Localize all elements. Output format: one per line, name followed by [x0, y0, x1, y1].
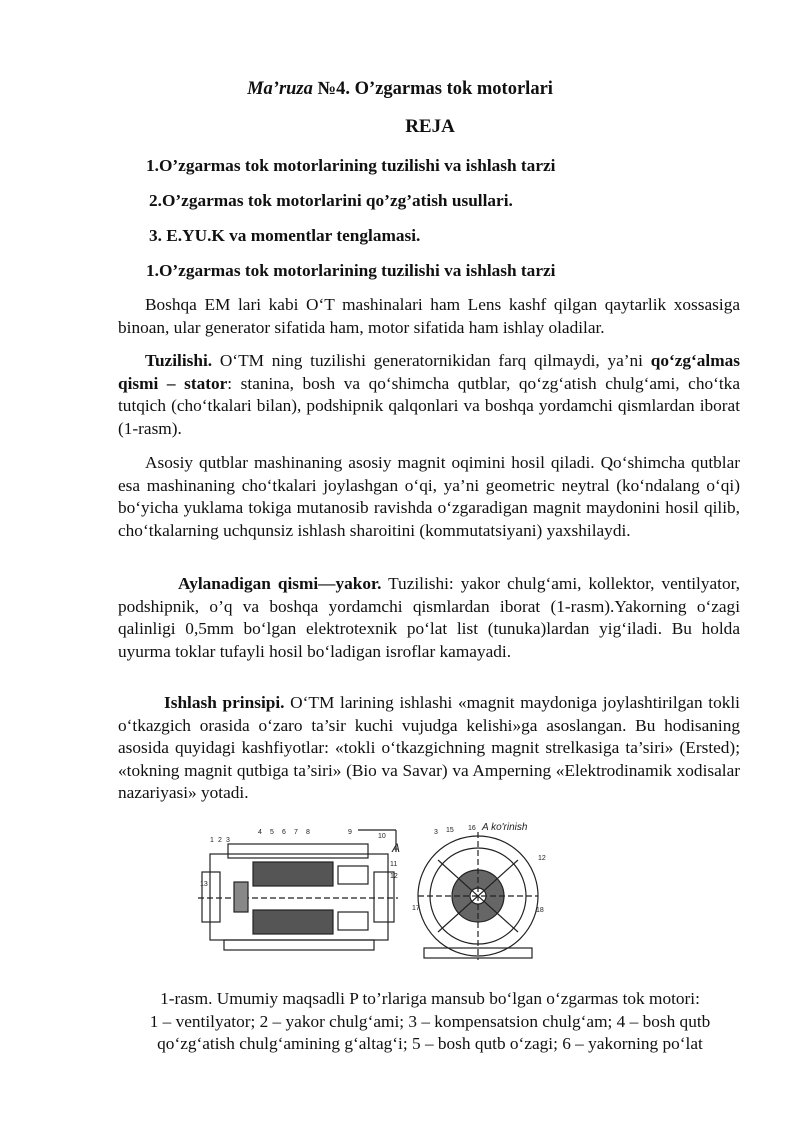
svg-text:4: 4 [258, 829, 262, 836]
principle-lead: Ishlash prinsipi. [164, 693, 285, 712]
paragraph-rotor [118, 573, 740, 663]
paragraph-structure [118, 350, 740, 440]
section-heading: 1.O’zgarmas tok motorlarining tuzilishi va ishlash tarzi [146, 261, 556, 280]
svg-text:9: 9 [348, 829, 352, 836]
lecture-topic: O’zgarmas tok motorlari [354, 79, 553, 99]
motor-end-view [418, 832, 538, 960]
plan-item-2: 2.O’zgarmas tok motorlarini qo’zg’atish usullari. [149, 191, 513, 210]
svg-text:6: 6 [282, 829, 286, 836]
lecture-number: №4. [317, 79, 350, 99]
caption-line-3: qo‘zg‘atish chulg‘amining g‘altag‘i; 5 – bosh qutb o‘zagi; 6 – yakorning po‘lat [157, 1034, 703, 1053]
rotor-lead: Aylanadigan qismi—yakor. [178, 574, 382, 593]
svg-text:10: 10 [378, 833, 386, 840]
caption-line-1: 1-rasm. Umumiy maqsadli P to’rlariga mansub bo‘lgan o‘zgarmas tok motori: [160, 989, 700, 1008]
principle-text: O‘TM larining ishlashi «magnit maydoniga joylashtirilgan tokli o‘tkazgich orasida o‘zaro ta’sir kuchi vujudga kelishi»ga asoslangan. Bu hodisaning asosida quyidagi kashfiyotlar: «tokli o‘tkazgichning magnit strelkasiga ta’siri» (Ersted); «tokning magnit qutbiga ta’siri» (Bio va Savar) va Amperning «Elektrodinamik xodisalar nazariyasi» yotadi. [118, 693, 740, 802]
lecture-title [0, 78, 800, 101]
caption-line-2: 1 – ventilyator; 2 – yakor chulg‘ami; 3 – kompensatsion chulg‘am; 4 – bosh qutb [149, 1011, 711, 1031]
section-a-label: A [392, 841, 401, 855]
paragraph-poles: Asosiy qutblar mashinaning asosiy magnit oqimini hosil qiladi. Qo‘shimcha qutblar esa mashinaning cho‘tkalari joylashgan o‘qi, ya’ni geometric neytral (ko‘ndalang o‘qi) bo‘yicha yuklama tokiga mutanosib ravishda o‘zgaradigan magnit maydonini hosil qilib, cho‘tkalarning uchqunsiz ishlash sharoitini (kommutatsiyani) yaxshilaydi. [118, 453, 740, 540]
motor-side-section [198, 830, 401, 950]
svg-text:16: 16 [468, 825, 476, 832]
plan-heading: REJA [405, 116, 455, 137]
structure-text-a: O‘TM ning tuzilishi generatornikidan farq qilmaydi, ya’ni [212, 351, 651, 370]
svg-text:18: 18 [536, 907, 544, 914]
structure-text-b: : stanina, bosh va qo‘shimcha qutblar, qo‘zg‘atish chulg‘ami, cho‘tka tutqich (cho‘tkalari bilan), podshipnik qalqonlari va boshqa yordamchi qismlardan iborat (1-rasm). [118, 373, 740, 438]
svg-text:17: 17 [412, 905, 420, 912]
structure-lead: Tuzilishi. [145, 351, 213, 370]
rotor-text: Tuzilishi: yakor chulg‘ami, kollektor, ventilyator, podshipnik, o’q va boshqa yordamchi qismlardan iborat (1-rasm).Yakorning o‘zagi qalinligi 0,5mm bo‘lgan elektrotexnik po‘lat list (tunuka)lardan yig‘iladi. Bu holda uyurma toklar tufayli hosil bo‘ladigan isroflar kamayadi. [118, 574, 740, 661]
motor-drawing [198, 820, 558, 968]
svg-text:5: 5 [270, 829, 274, 836]
svg-text:12: 12 [390, 873, 398, 880]
paragraph-principle [118, 692, 740, 805]
svg-text:3: 3 [434, 829, 438, 836]
view-a-label: A ko'rinish [482, 822, 528, 833]
svg-text:2: 2 [218, 837, 222, 844]
svg-text:8: 8 [306, 829, 310, 836]
figure-caption [110, 988, 750, 1056]
svg-text:11: 11 [390, 861, 398, 868]
svg-text:13: 13 [200, 881, 208, 888]
plan-item-3: 3. E.YU.K va momentlar tenglamasi. [149, 226, 421, 245]
svg-text:1: 1 [210, 837, 214, 844]
svg-text:12: 12 [538, 855, 546, 862]
structure-stator: qo‘zg‘almas qismi – stator [118, 351, 740, 393]
paragraph-intro: Boshqa EM lari kabi O‘T mashinalari ham Lens kashf qilgan qaytarlik xossasiga binoan, ular generator sifatida ham, motor sifatida ham ishlay oladilar. [118, 295, 740, 337]
svg-text:3: 3 [226, 837, 230, 844]
svg-text:15: 15 [446, 827, 454, 834]
plan-item-1: 1.O’zgarmas tok motorlarining tuzilishi va ishlash tarzi [146, 156, 556, 175]
svg-text:7: 7 [294, 829, 298, 836]
lecture-label: Ma’ruza [247, 79, 313, 99]
